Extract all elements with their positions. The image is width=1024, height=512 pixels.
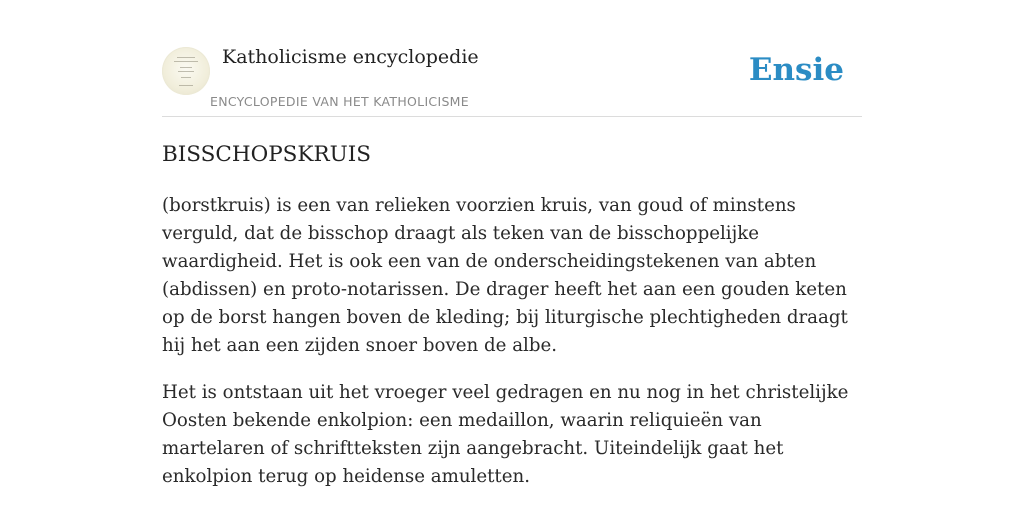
book-cover-image[interactable]: [162, 47, 210, 95]
site-subtitle: ENCYCLOPEDIE VAN HET KATHOLICISME: [210, 94, 469, 109]
site-title[interactable]: Katholicisme encyclopedie: [222, 46, 479, 68]
site-header: [162, 44, 862, 117]
article-title: BISSCHOPSKRUIS: [162, 142, 371, 167]
ensie-logo-link[interactable]: Ensie: [748, 52, 844, 88]
article: [162, 140, 864, 491]
article-paragraph: Het is ontstaan uit het vroeger veel gedragen en nu nog in het christelijke Oosten bekende enkolpion: een medaillon, waarin reliquieën van martelaren of schriftteksten zijn aangebracht. Uiteindelijk gaat het enkolpion terug op heidense amuletten.: [162, 382, 849, 487]
article-paragraph: (borstkruis) is een van relieken voorzien kruis, van goud of minstens verguld, dat de bisschop draagt als teken van de bisschoppelijke waardigheid. Het is ook een van de onderscheidingstekenen van abten (abdissen) en proto-notarissen. De drager heeft het aan een gouden keten op de borst hangen boven de kleding; bij liturgische plechtigheden draagt hij het aan een zijden snoer boven de albe.: [162, 195, 848, 356]
